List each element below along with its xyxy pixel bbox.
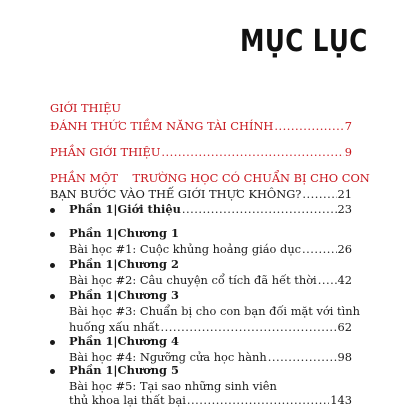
bullet-icon [50, 340, 55, 345]
dot-leader [274, 118, 343, 134]
entry-lesson-cont: thủ khoa lại thất bại [69, 393, 186, 407]
toc-entry-0[interactable] [69, 201, 352, 217]
bullet-icon [50, 369, 55, 374]
entry-heading: Phần 1|Chương 1 [69, 226, 179, 240]
bullet-icon [50, 294, 55, 299]
dot-leader [302, 241, 336, 257]
entry-page: 23 [337, 202, 352, 216]
entry-lesson: Bài học #3: Chuẩn bị cho con bạn đối mặt với tình [69, 304, 360, 318]
entry-label: ĐÁNH THỨC TIỀM NĂNG TÀI CHÍNH [50, 119, 274, 133]
entry-heading: Phần 1|Chương 5 [69, 363, 179, 377]
entry-heading: Phần 1|Giới thiệu [69, 202, 181, 216]
entry-heading: Phần 1|Chương 4 [69, 334, 179, 348]
entry-page: 7 [344, 119, 352, 133]
entry-page: 98 [337, 350, 352, 364]
toc-entry-2[interactable] [69, 272, 352, 288]
entry-page: 62 [337, 320, 352, 334]
bullet-icon [50, 232, 55, 237]
entry-lesson: Bài học #2: Câu chuyện cổ tích đã hết thời [69, 273, 317, 287]
entry-lesson-cont: huống xấu nhất [69, 320, 160, 334]
dot-leader [161, 144, 343, 160]
page-title: MỤC LỤC [240, 24, 368, 59]
entry-page: 21 [337, 187, 352, 201]
entry-lesson: Bài học #4: Ngưỡng cửa học hành [69, 350, 267, 364]
entry-label: BẠN BƯỚC VÀO THẾ GIỚI THỰC KHÔNG? [50, 187, 302, 201]
entry-heading: Phần 1|Chương 2 [69, 257, 179, 271]
entry-lesson: Bài học #5: Tại sao những sinh viên [69, 379, 277, 393]
toc-entry-intro[interactable] [50, 118, 352, 134]
entry-page: 143 [330, 393, 352, 407]
dot-leader [302, 186, 336, 202]
dot-leader [182, 201, 337, 217]
entry-page: 9 [344, 145, 352, 159]
part-one-title-line1: PHẦN MỘT TRƯỜNG HỌC CÓ CHUẨN BỊ CHO CON [50, 171, 370, 185]
entry-page: 42 [337, 273, 352, 287]
toc-entry-part-intro[interactable] [50, 144, 352, 160]
dot-leader [318, 272, 337, 288]
bullet-icon [50, 263, 55, 268]
toc-entry-5[interactable] [69, 392, 352, 408]
intro-heading: GIỚI THIỆU [50, 101, 122, 115]
toc-entry-part-one[interactable] [50, 186, 352, 202]
bullet-icon [50, 208, 55, 213]
dot-leader [187, 392, 329, 408]
entry-lesson: Bài học #1: Cuộc khủng hoảng giáo dục [69, 242, 302, 256]
entry-label: PHẦN GIỚI THIỆU [50, 145, 161, 159]
entry-page: 26 [337, 242, 352, 256]
toc-entry-1[interactable] [69, 241, 352, 257]
entry-heading: Phần 1|Chương 3 [69, 288, 179, 302]
